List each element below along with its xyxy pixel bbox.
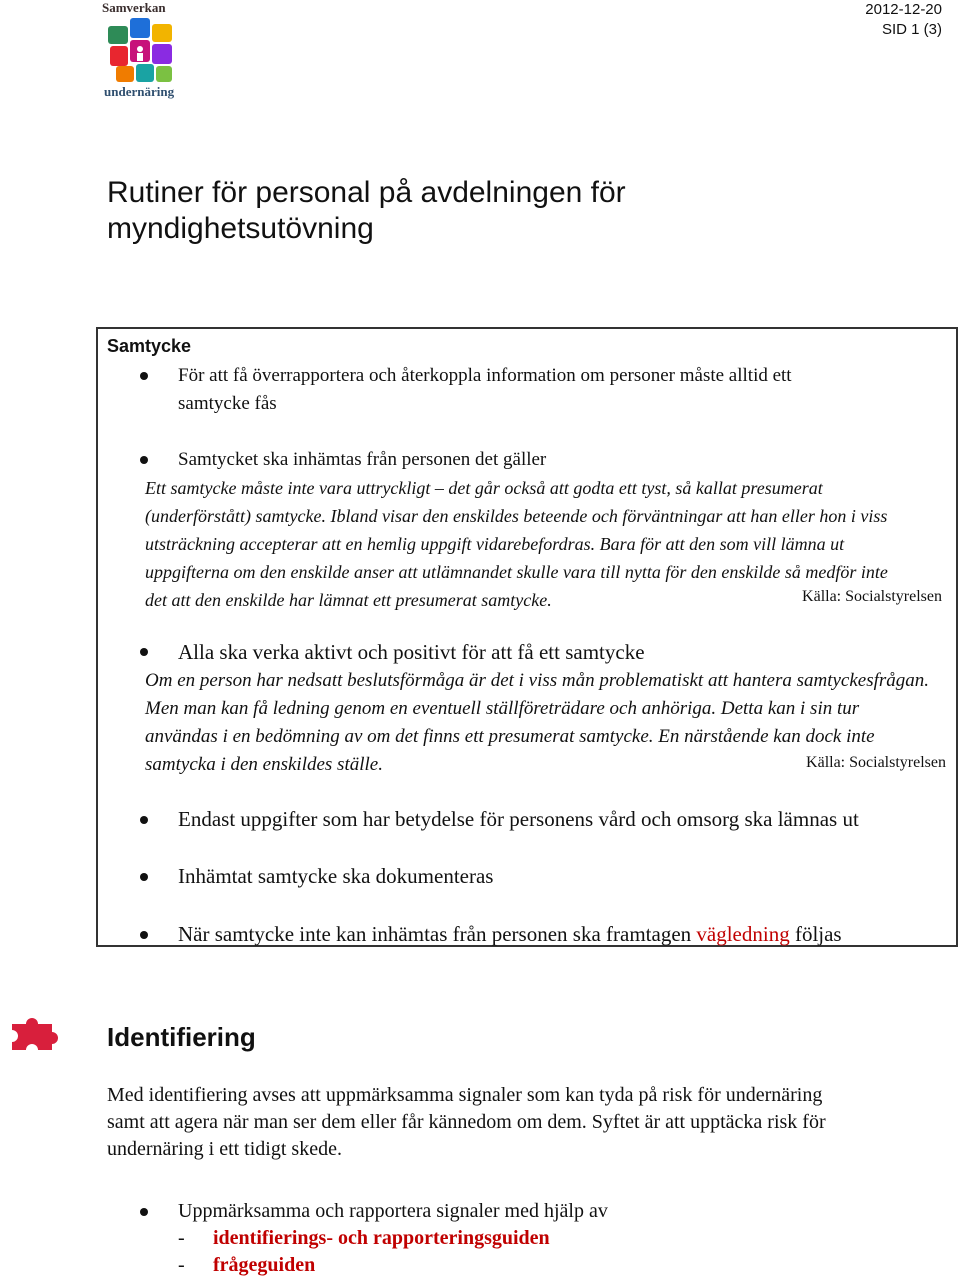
page-number: SID 1 (3) <box>881 21 942 38</box>
identifieringsguide-link[interactable]: identifierings- och rapporteringsguiden <box>213 1227 550 1249</box>
b2-italic-1: Ett samtycke måste inte vara uttryckligt – det går också att godta ett tyst, så kallat presumerat <box>145 478 823 498</box>
b3-italic-3: användas i en bedömning av om det finns ett presumerat samtycke. En närstående kan dock inte <box>145 726 875 747</box>
b2-italic-2: (underförstått) samtycke. Ibland visar den enskildes beteende och förväntningar att han eller hon i viss <box>145 506 888 526</box>
b1-line-1: För att få överrapportera och återkoppla information om personer måste alltid ett <box>178 365 792 386</box>
bullet-icon <box>140 873 148 881</box>
puzzle-logo-icon <box>106 16 176 84</box>
bullet-icon <box>140 372 148 380</box>
bullet-icon <box>140 648 148 656</box>
samtycke-heading: Samtycke <box>107 336 192 356</box>
vagledning-link[interactable]: vägledning <box>696 922 790 946</box>
bullet-icon <box>140 456 148 464</box>
header-meta <box>865 0 942 40</box>
samtycke-bullet-5: Inhämtat samtycke ska dokumenteras <box>178 864 494 888</box>
ident-line-2: samt att agera när man ser dem eller får kännedom om dem. Syftet är att upptäcka risk för <box>107 1111 826 1133</box>
b2-italic-3: utsträckning accepterar att en hemlig uppgift vidarebefordras. Bara för att den som vill lämna ut <box>145 534 845 554</box>
identifiering-heading: Identifiering <box>107 1022 256 1052</box>
b6-post: följas <box>794 922 842 946</box>
b3-source: Källa: Socialstyrelsen <box>806 754 946 771</box>
samtycke-bullet-4: Endast uppgifter som har betydelse för personens vård och omsorg ska lämnas ut <box>178 807 859 831</box>
document-date: 2012-12-20 <box>865 1 942 18</box>
b2-line-1: Samtycket ska inhämtas från personen det gäller <box>178 449 547 470</box>
puzzle-piece-icon <box>8 1014 70 1052</box>
b6-pre: När samtycke inte kan inhämtas från personen ska framtagen <box>178 922 692 946</box>
title-line-2: myndighetsutövning <box>107 212 374 245</box>
b3-italic-1: Om en person har nedsatt beslutsförmåga är det i viss mån problematiskt att hantera samtyckesfrågan. <box>145 670 930 691</box>
logo-bottom-text: undernäring <box>104 84 175 99</box>
b2-source: Källa: Socialstyrelsen <box>802 588 942 605</box>
b3-line-1: Alla ska verka aktivt och positivt för att få ett samtycke <box>178 640 645 664</box>
dash-1: - <box>178 1227 185 1249</box>
bullet-icon <box>140 816 148 824</box>
ident-bullet: Uppmärksamma och rapportera signaler med hjälp av <box>178 1200 608 1222</box>
b1-line-2: samtycke fås <box>178 393 277 414</box>
bullet-icon <box>140 931 148 939</box>
b3-italic-4: samtycka i den enskildes ställe. <box>145 754 383 775</box>
ident-line-3: undernäring i ett tidigt skede. <box>107 1138 342 1160</box>
page-title <box>107 175 867 247</box>
identifiering-paragraph <box>107 1082 947 1163</box>
dash-2: - <box>178 1254 185 1276</box>
samtycke-bullet-6 <box>178 920 842 948</box>
b2-italic-5: det att den enskilde har lämnat ett presumerat samtycke. <box>145 590 552 610</box>
samtycke-bullet-1 <box>178 362 948 418</box>
title-line-1: Rutiner för personal på avdelningen för <box>107 176 626 209</box>
bullet-icon <box>140 1208 148 1216</box>
samtycke-box <box>96 327 958 947</box>
b2-italic-4: uppgifterna om den enskilde anser att utlämnandet skulle vara till nytta för den enskilde så medför inte <box>145 562 888 582</box>
b3-italic-2: Men man kan få ledning genom en eventuell ställföreträdare och anhöriga. Detta kan i sin tur <box>145 698 860 719</box>
logo-top-text: Samverkan <box>102 0 166 15</box>
frageguide-link[interactable]: frågeguiden <box>213 1254 316 1276</box>
ident-line-1: Med identifiering avses att uppmärksamma signaler som kan tyda på risk för undernäring <box>107 1084 823 1106</box>
samverkan-logo <box>98 0 190 102</box>
